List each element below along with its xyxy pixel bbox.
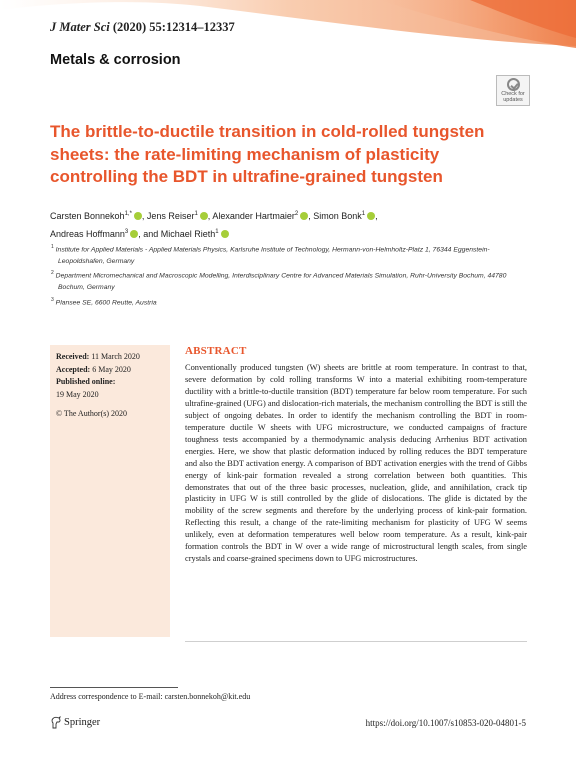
- received-label: Received:: [56, 352, 90, 361]
- correspondence-footnote: Address correspondence to E-mail: carsten.bonnekoh@kit.edu: [50, 692, 251, 701]
- article-title: The brittle-to-ductile transition in cold-rolled tungsten sheets: the rate-limiting mechanism of plasticity controlling the BDT in ultrafine-grained tungsten: [50, 122, 485, 186]
- check-for-updates-icon: [507, 78, 520, 91]
- affiliation-text: Plansee SE, 6600 Reutte, Austria: [55, 298, 157, 306]
- copyright: © The Author(s) 2020: [56, 409, 128, 418]
- author-name[interactable]: Alexander Hartmaier: [212, 211, 295, 221]
- citation: (2020) 55:12314–12337: [112, 20, 235, 34]
- accepted-label: Accepted:: [56, 364, 91, 374]
- affiliation-number: 2: [51, 270, 54, 277]
- affiliations: [50, 242, 520, 309]
- publisher-logo[interactable]: [50, 716, 100, 729]
- author-name[interactable]: Jens Reiser: [146, 211, 195, 221]
- author[interactable]: [50, 229, 138, 239]
- affiliation: [50, 242, 520, 267]
- affiliation-number: 1: [51, 244, 54, 250]
- abstract-section: [185, 345, 527, 565]
- orcid-icon[interactable]: [130, 230, 138, 238]
- footnote-divider: [50, 687, 178, 688]
- author-name[interactable]: Carsten Bonnekoh: [50, 211, 125, 221]
- check-for-updates-label-2: updates: [503, 97, 523, 103]
- abstract-divider: [185, 641, 527, 642]
- publisher-name: Springer: [64, 717, 101, 728]
- author-name[interactable]: Andreas Hoffmann: [50, 229, 125, 239]
- affiliation-number: 3: [51, 296, 54, 303]
- author-affiliation-ref: 1: [194, 211, 198, 217]
- received-date: [56, 351, 164, 364]
- check-for-updates-label-1: Check for: [501, 91, 525, 97]
- orcid-icon[interactable]: [221, 230, 229, 238]
- author-name[interactable]: Simon Bonk: [313, 211, 362, 221]
- orcid-icon[interactable]: [134, 212, 142, 220]
- author[interactable]: [212, 211, 308, 221]
- author-name[interactable]: Michael Rieth: [160, 229, 216, 239]
- author[interactable]: [313, 211, 375, 221]
- author-affiliation-ref: 3: [124, 229, 129, 235]
- affiliation: [50, 295, 520, 309]
- affiliation: [50, 268, 520, 293]
- orcid-icon[interactable]: [300, 212, 308, 220]
- orcid-icon[interactable]: [200, 212, 208, 220]
- accepted-date: [56, 364, 164, 377]
- journal-citation: [50, 20, 235, 35]
- affiliation-text: Department Micromechanical and Macroscopic Modelling, Interdisciplinary Centre for Advanced Materials Simulation, Ruhr-University Bochum, 44780 Bochum, Germany: [55, 272, 507, 292]
- author-affiliation-ref: 1,*: [124, 211, 132, 217]
- section-label: Metals & corrosion: [50, 52, 181, 68]
- abstract-heading: ABSTRACT: [185, 345, 247, 357]
- published-label: Published online:: [56, 377, 116, 386]
- published-date: [56, 376, 164, 389]
- abstract-text: Conventionally produced tungsten (W) sheets are brittle at room temperature. In contrast to that, severe deformation by cold rolling transforms W into a material exhibiting room-temperature ductility with a brittle-to-ductile transition (BDT) temperature far below room temperature. For such ultrafine-grained (UFG) and dislocation-rich materials, the mechanism controlling the BDT is still the subject of ongoing debates. In order to identify the mechanism controlling the BDT in room-temperature ductile W sheets with UFG microstructure, we conducted campaigns of fracture toughness tests accompanied by a thermodynamic analysis deducing Arrhenius BDT activation energies. Here, we show that plastic deformation induced by rolling reduces the BDT temperature and also the BDT activation energy. A comparison of BDT activation energies with the trend of Gibbs energy of kink-pair formation revealed a strong correlation between both quantities. This demonstrates that out of the three basic processes, nucleation, glide, and annihilation, crack tip plasticity in UFG W is still controlled by the glide of dislocations. The glide is dictated by the mobility of the screw segments and therefore by the underlying process of kink-pair formation. Reflecting this result, a change of the rate-limiting mechanism for plasticity of UFG W seems unlikely, even at deformation temperatures well below room temperature. As a result, kink-pair formation controls the BDT in W over a wide range of microstructural length scales, from single crystals and coarse-grained specimens down to UFG microstructures.: [185, 363, 527, 564]
- article-history-box: [50, 345, 170, 637]
- affiliation-text: Institute for Applied Materials - Applied Materials Physics, Karlsruhe Institute of Technology, Hermann-von-Helmholtz-Platz 1, 76344 Eggenstein-Leopoldshafen, Germany: [55, 246, 490, 265]
- author-list: Carsten Bonnekoh$^{1,*}$ , Jens Reiser$^1$ , Alexander Hartmaier$^2$ , Simon Bonk$^1$ , Andreas Hoffmann$^3$ , and Michael Rieth$^1$: [50, 211, 378, 239]
- author[interactable]: [147, 211, 208, 221]
- journal-name: J Mater Sci: [50, 20, 110, 34]
- accepted-value: 6 May 2020: [92, 364, 131, 374]
- doi-link[interactable]: https://doi.org/10.1007/s10853-020-04801-5: [365, 718, 526, 728]
- springer-horse-icon: [50, 716, 61, 729]
- author[interactable]: [50, 211, 142, 221]
- received-value: 11 March 2020: [91, 352, 140, 361]
- author-affiliation-ref: 1: [361, 211, 366, 217]
- author-affiliation-ref: 1: [215, 229, 219, 235]
- author[interactable]: [161, 229, 229, 239]
- orcid-icon[interactable]: [367, 212, 375, 220]
- check-for-updates-button[interactable]: [496, 75, 530, 106]
- author-affiliation-ref: 2: [294, 211, 299, 217]
- published-value: 19 May 2020: [56, 389, 99, 399]
